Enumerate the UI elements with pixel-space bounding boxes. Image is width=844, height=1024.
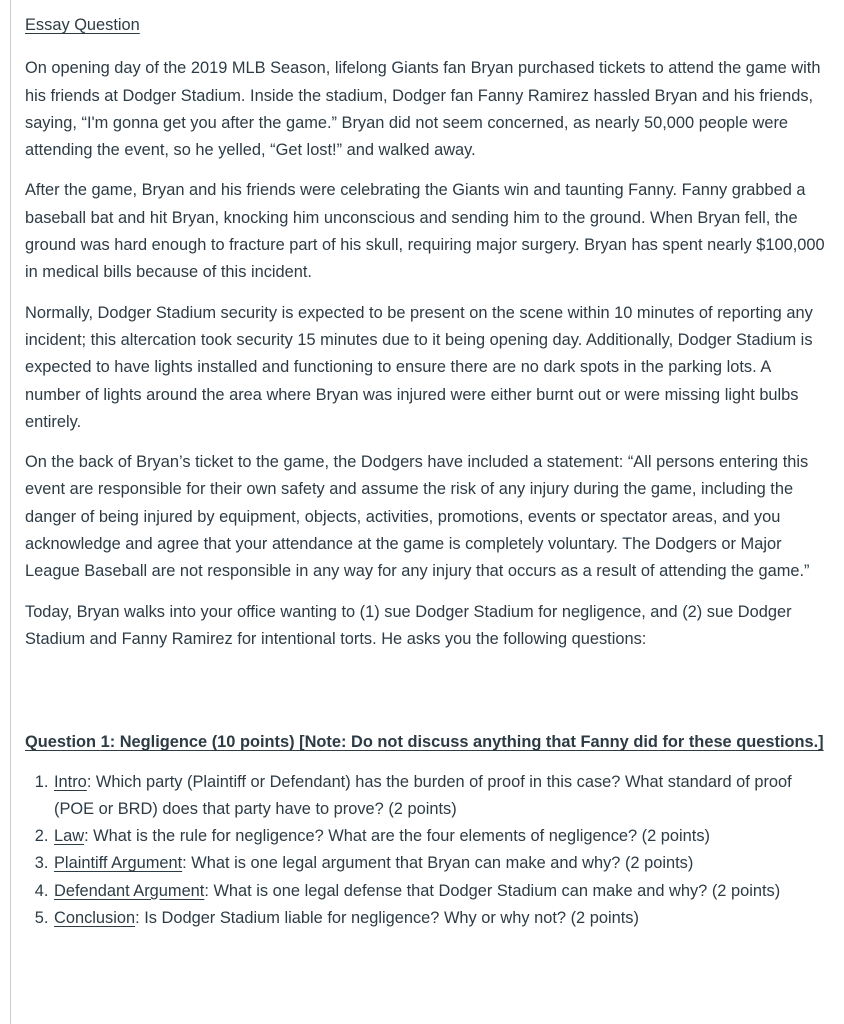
section-spacer bbox=[25, 666, 825, 729]
item-label: Conclusion bbox=[54, 909, 136, 928]
item-text: : What is one legal defense that Dodger Stadium can make and why? (2 points) bbox=[204, 881, 781, 900]
paragraph-client-request: Today, Bryan walks into your office wanting to (1) sue Dodger Stadium for negligence, and (2) sue Dodger Stadium and Fanny Ramirez for intentional torts. He asks you the following questions: bbox=[25, 602, 792, 648]
essay-heading: Essay Question bbox=[25, 16, 140, 34]
list-item-plaintiff-argument bbox=[53, 850, 825, 877]
paragraph-incident: After the game, Bryan and his friends were celebrating the Giants win and taunting Fanny. Fanny grabbed a baseball bat and hit Bryan, knocking him unconscious and sending him to the ground. When Bryan fell, the ground was hard enough to fracture part of his skull, requiring major surgery. Bryan has spent nearly $100,000 in medical bills because of this incident. bbox=[25, 181, 825, 282]
item-text: : What is one legal argument that Bryan can make and why? (2 points) bbox=[182, 854, 694, 873]
list-item-conclusion bbox=[53, 905, 825, 932]
item-label: Intro bbox=[54, 772, 87, 791]
item-text: : What is the rule for negligence? What are the four elements of negligence? (2 points) bbox=[84, 827, 711, 846]
paragraph-scenario: On opening day of the 2019 MLB Season, lifelong Giants fan Bryan purchased tickets to attend the game with his friends at Dodger Stadium. Inside the stadium, Dodger fan Fanny Ramirez hassled Bryan and his friends, saying, “I'm gonna get you after the game.” Bryan did not seem concerned, as nearly 50,000 people were attending the event, so he yelled, “Get lost!” and walked away. bbox=[25, 59, 821, 160]
question-1-list bbox=[25, 769, 825, 933]
item-label: Law bbox=[54, 827, 85, 846]
question-1-heading: Question 1: Negligence (10 points) [Note: Do not discuss anything that Fanny did for these questions.] bbox=[25, 733, 824, 752]
item-text: : Is Dodger Stadium liable for negligence? Why or why not? (2 points) bbox=[135, 909, 639, 928]
item-label: Defendant Argument bbox=[54, 881, 205, 900]
paragraph-ticket-statement: On the back of Bryan’s ticket to the game, the Dodgers have included a statement: “All persons entering this event are responsible for their own safety and assume the risk of any injury during the game, including the danger of being injured by equipment, objects, activities, promotions, events or spectator areas, and you acknowledge and agree that your attendance at the game is completely voluntary. The Dodgers or Major League Baseball are not responsible in any way for any injury that occurs as a result of attending the game.” bbox=[25, 453, 810, 581]
item-label: Plaintiff Argument bbox=[54, 854, 183, 873]
paragraph-security: Normally, Dodger Stadium security is expected to be present on the scene within 10 minutes of reporting any incident; this altercation took security 15 minutes due to it being opening day. Additionally, Dodger Stadium is expected to have lights installed and functioning to ensure there are no dark spots in the parking lots. A number of lights around the area where Bryan was injured were either burnt out or were missing light bulbs entirely. bbox=[25, 303, 813, 431]
item-text: : Which party (Plaintiff or Defendant) has the burden of proof in this case? What standard of proof (POE or BRD) does that party have to prove? (2 points) bbox=[54, 772, 792, 818]
list-item-defendant-argument bbox=[53, 878, 825, 905]
essay-content bbox=[25, 12, 825, 932]
list-item-law bbox=[53, 823, 825, 850]
list-item-intro bbox=[53, 769, 825, 824]
